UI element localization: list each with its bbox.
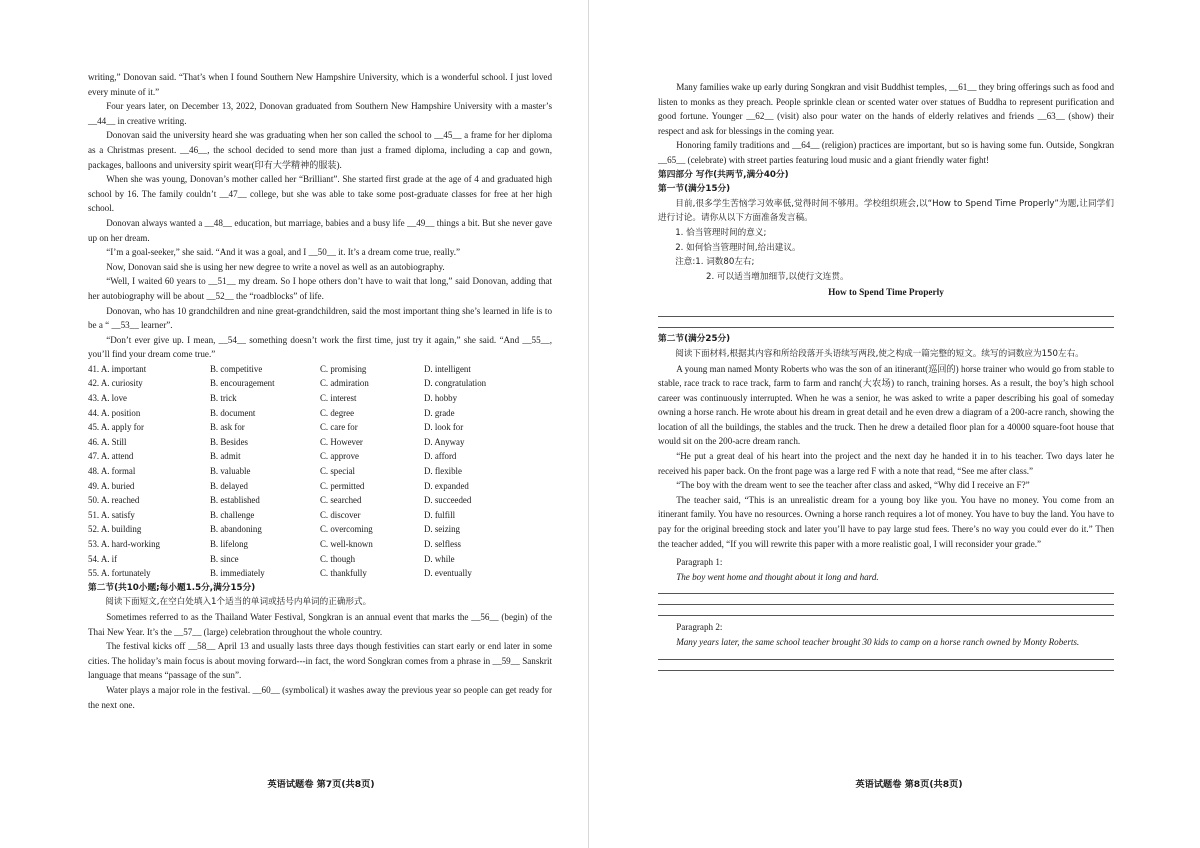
option-choice: C. well-known (320, 539, 373, 549)
paragraph: Donovan, who has 10 grandchildren and nine great-grandchildren, said the most important thing she’s learned in life is to be a “ __53__ learner”. (88, 305, 552, 331)
option-choice: C. approve (320, 451, 359, 462)
paragraph: “Well, I waited 60 years to __51__ my dream. So I hope others don’t have to wait that long,” said Donovan, adding that her autobiography will be about __52__ the “roadblocks” of life. (88, 276, 552, 301)
paragraph: writing,” Donovan said. “That’s when I found Southern New Hampshire University, which is a wonderful school. I just loved every minute of it.” (88, 72, 552, 97)
page-footer: 英语试题卷 第8页(共8页) (855, 779, 963, 790)
point-item: 2. 如何恰当管理时间,给出建议。 (675, 242, 801, 253)
option-choice: B. admit (210, 451, 241, 462)
option-choice: C. degree (320, 407, 355, 418)
option-choice: 45. A. apply for (88, 422, 144, 433)
option-choice: 41. A. important (88, 363, 147, 374)
paragraph: Now, Donovan said she is using her new degree to write a novel as well as an autobiography. (106, 261, 445, 272)
option-choice: C. special (320, 466, 355, 477)
section-instructions: 阅读下面材料,根据其内容和所给段落开头语续写两段,使之构成一篇完整的短文。续写的词数应为150左右。 (675, 348, 1084, 359)
answer-line (658, 318, 1114, 328)
option-choice: C. discover (320, 509, 361, 520)
option-choice: D. afford (424, 451, 457, 462)
option-choice: D. while (424, 553, 455, 564)
option-row (88, 493, 552, 508)
answer-options (88, 362, 552, 581)
option-choice: D. seizing (424, 524, 460, 535)
option-choice: B. document (210, 407, 256, 418)
part-heading: 第四部分 写作(共两节,满分40分) (658, 169, 789, 180)
option-choice: C. searched (320, 495, 362, 506)
paragraph-opening: The boy went home and thought about it long and hard. (676, 571, 879, 582)
option-choice: B. established (210, 495, 260, 506)
story-paragraph: “He put a great deal of his heart into the project and the next day he handed it in to his teacher. Two days later he received his paper back. On the front page was a large red F with a note that read, “See me after class.” (658, 451, 1114, 476)
section-heading: 第一节(满分15分) (658, 184, 731, 195)
answer-line (658, 595, 1114, 605)
note: 注意:1. 词数80左右; (675, 257, 755, 268)
option-choice: C. thankfully (320, 568, 367, 579)
paragraph: Donovan said the university heard she was graduating when her son called the school to __45__ a frame for her diploma as a Christmas present. __46__, the school decided to send more than just a framed diploma, including a cap and gown, packages, balloons and university spirit wear(印有大学精神的服装). (88, 130, 552, 170)
option-choice: B. trick (210, 393, 237, 404)
paragraph: Many families wake up early during Songkran and visit Buddhist temples, __61__ they bring offerings such as food and listen to monks as they preach. People sprinkle clean or scented water over statues of Buddha to represent purification and good fortune. Younger __62__ (visit) also pour water on the hands of elderly relatives and friends __63__ (show) their respect and ask for blessings in the coming year. (658, 82, 1114, 136)
section-instructions: 目前,很多学生苦恼学习效率低,觉得时间不够用。学校组织班会,以“How to Spend Time Properly”为题,让同学们进行讨论。请你从以下方面准备发言稿。 (658, 198, 1114, 224)
option-choice: B. delayed (210, 480, 248, 491)
paragraph: Water plays a major role in the festival. __60__ (symbolical) it washes away the previous year so people can get ready for the next one. (88, 684, 552, 710)
option-choice: B. since (210, 553, 239, 564)
option-choice: 51. A. satisfy (88, 509, 135, 520)
option-choice: B. competitive (210, 363, 263, 374)
option-choice: 55. A. fortunately (88, 568, 151, 579)
option-choice: C. interest (320, 393, 357, 404)
option-choice: B. abandoning (210, 524, 262, 535)
paragraph: The festival kicks off __58__ April 13 and usually lasts three days though festivities can start early or end later in some cities. The holiday’s main focus is about moving forward---in fact, the word Songkran comes from a phrase in __59__ Sanskrit language that means “passage of the sun”. (88, 641, 552, 681)
option-choice: 48. A. formal (88, 466, 136, 477)
option-choice: C. care for (320, 422, 358, 433)
option-choice: 49. A. buried (88, 480, 135, 491)
option-choice: 50. A. reached (88, 495, 140, 506)
option-choice: 53. A. hard-working (88, 539, 160, 549)
answer-line (658, 307, 1114, 317)
option-row (88, 391, 552, 406)
answer-line (658, 650, 1114, 660)
option-choice: C. admiration (320, 378, 369, 389)
note: 2. 可以适当增加细节,以使行文连贯。 (706, 271, 849, 282)
option-row (88, 537, 552, 552)
option-choice: D. Anyway (424, 436, 465, 447)
option-choice: D. intelligent (424, 363, 471, 374)
option-choice: B. valuable (210, 466, 251, 477)
option-choice: 46. A. Still (88, 436, 127, 447)
answer-line (658, 606, 1114, 616)
option-choice: B. challenge (210, 509, 255, 520)
option-row (88, 420, 552, 435)
paragraph: “Don’t ever give up. I mean, __54__ something doesn’t work the first time, just try it again,” she said. “And __55__, you’ll find your dream come true.” (88, 334, 552, 360)
page-8 (598, 0, 1200, 848)
option-choice: C. though (320, 553, 356, 564)
section-instructions: 阅读下面短文,在空白处填入1个适当的单词或括号内单词的正确形式。 (105, 597, 372, 608)
page-fold (588, 0, 589, 848)
paragraph: Sometimes referred to as the Thailand Water Festival, Songkran is an annual event that marks the __56__ (begin) of the Thai New Year. It’s the __57__ (large) celebration throughout the whole country. (88, 611, 552, 637)
section-heading: 第二节(共10小题;每小题1.5分,满分15分) (88, 582, 256, 593)
page-footer: 英语试题卷 第7页(共8页) (267, 779, 375, 790)
story-paragraph: The teacher said, “This is an unrealistic dream for a young boy like you. You have no money. You come from an itinerant family. You have no resources. Owning a horse ranch requires a lot of money. You have to buy the land. You have to pay for the original breeding stock and later you’ll have to pay large stud fees. There’s no way you could ever do it.” Then the teacher added, “If you will rewrite this paper with a more realistic goal, I will reconsider your grade.” (658, 494, 1114, 549)
paragraph-label: Paragraph 1: (676, 557, 723, 568)
option-row (88, 522, 552, 537)
paragraph: Four years later, on December 13, 2022, Donovan graduated from Southern New Hampshire University with a master’s __44__ in creative writing. (88, 101, 552, 126)
option-choice: D. grade (424, 407, 455, 418)
option-choice: D. succeeded (424, 495, 472, 506)
option-row (88, 406, 552, 421)
option-choice: B. lifelong (210, 539, 248, 549)
paragraph: When she was young, Donovan’s mother called her “Brilliant”. She started first grade at the age of 4 and graduated high school by 16. The family couldn’t __47__ college, but she was able to take some post-graduate classes for free at her high school. (88, 174, 552, 214)
paragraph-opening: Many years later, the same school teacher brought 30 kids to camp on a horse ranch owned by Monty Roberts. (676, 637, 1080, 647)
point-item: 1. 恰当管理时间的意义; (675, 227, 767, 238)
essay-title: How to Spend Time Properly (828, 288, 944, 299)
option-row (88, 464, 552, 479)
option-row (88, 376, 552, 391)
option-choice: C. However (320, 436, 363, 447)
story-paragraph: “The boy with the dream went to see the teacher after class and asked, “Why did I receive an F?” (676, 480, 1030, 491)
option-row (88, 449, 552, 464)
section-heading: 第二节(满分25分) (658, 334, 731, 345)
paragraph-label: Paragraph 2: (676, 622, 723, 633)
option-choice: D. eventually (424, 568, 472, 579)
option-choice: D. expanded (424, 480, 469, 491)
option-row (88, 552, 552, 567)
option-choice: B. immediately (210, 568, 265, 579)
paragraph: Honoring family traditions and __64__ (religion) practices are important, but so is having some fun. Outside, Songkran __65__ (celebrate) with street parties featuring loud music and a giant friendly water fight! (658, 140, 1114, 165)
option-choice: 44. A. position (88, 407, 141, 418)
option-choice: C. permitted (320, 480, 365, 491)
option-choice: B. Besides (210, 436, 248, 447)
option-choice: B. ask for (210, 422, 245, 433)
option-choice: D. hobby (424, 393, 458, 404)
answer-line (658, 661, 1114, 671)
option-row (88, 479, 552, 494)
option-choice: 43. A. love (88, 393, 127, 404)
passage-cloze (88, 70, 552, 362)
option-choice: D. congratulation (424, 378, 487, 389)
answer-line (658, 584, 1114, 594)
option-choice: 54. A. if (88, 553, 118, 564)
page-7 (0, 0, 582, 848)
option-row (88, 362, 552, 377)
option-choice: D. look for (424, 422, 464, 433)
option-choice: D. fulfill (424, 509, 456, 520)
option-choice: D. flexible (424, 466, 462, 477)
option-choice: D. selfless (424, 539, 461, 549)
option-choice: C. overcoming (320, 524, 373, 535)
option-choice: 52. A. building (88, 524, 142, 535)
option-choice: 42. A. curiosity (88, 378, 143, 389)
option-choice: 47. A. attend (88, 451, 134, 462)
option-choice: C. promising (320, 363, 367, 374)
story-paragraph: A young man named Monty Roberts who was the son of an itinerant(巡回的) horse trainer who would go from stable to stable, race track to race track, farm to farm and ranch(大农场) to ranch, training horses. As a result, the boy’s high school career was continuously interrupted. When he was a senior, he was asked to write a paper describing his goal of someday owning a horse ranch. He wrote about his dream in great detail and he even drew a diagram of a 200-acre ranch, showing the location of all the buildings, the stables and the truck. Then he drew a detailed floor plan for a 40000 square-foot house that would sit on the 200-acre dream ranch. (658, 363, 1114, 447)
paragraph: “I’m a goal-seeker,” she said. “And it was a goal, and I __50__ it. It’s a dream come true, really.” (106, 247, 461, 258)
paragraph: Donovan always wanted a __48__ education, but marriage, babies and a busy life __49__ things a bit. But she never gave up on her dream. (88, 217, 552, 243)
option-row (88, 508, 552, 523)
option-row (88, 435, 552, 450)
option-row (88, 566, 552, 581)
option-choice: B. encouragement (210, 378, 275, 389)
